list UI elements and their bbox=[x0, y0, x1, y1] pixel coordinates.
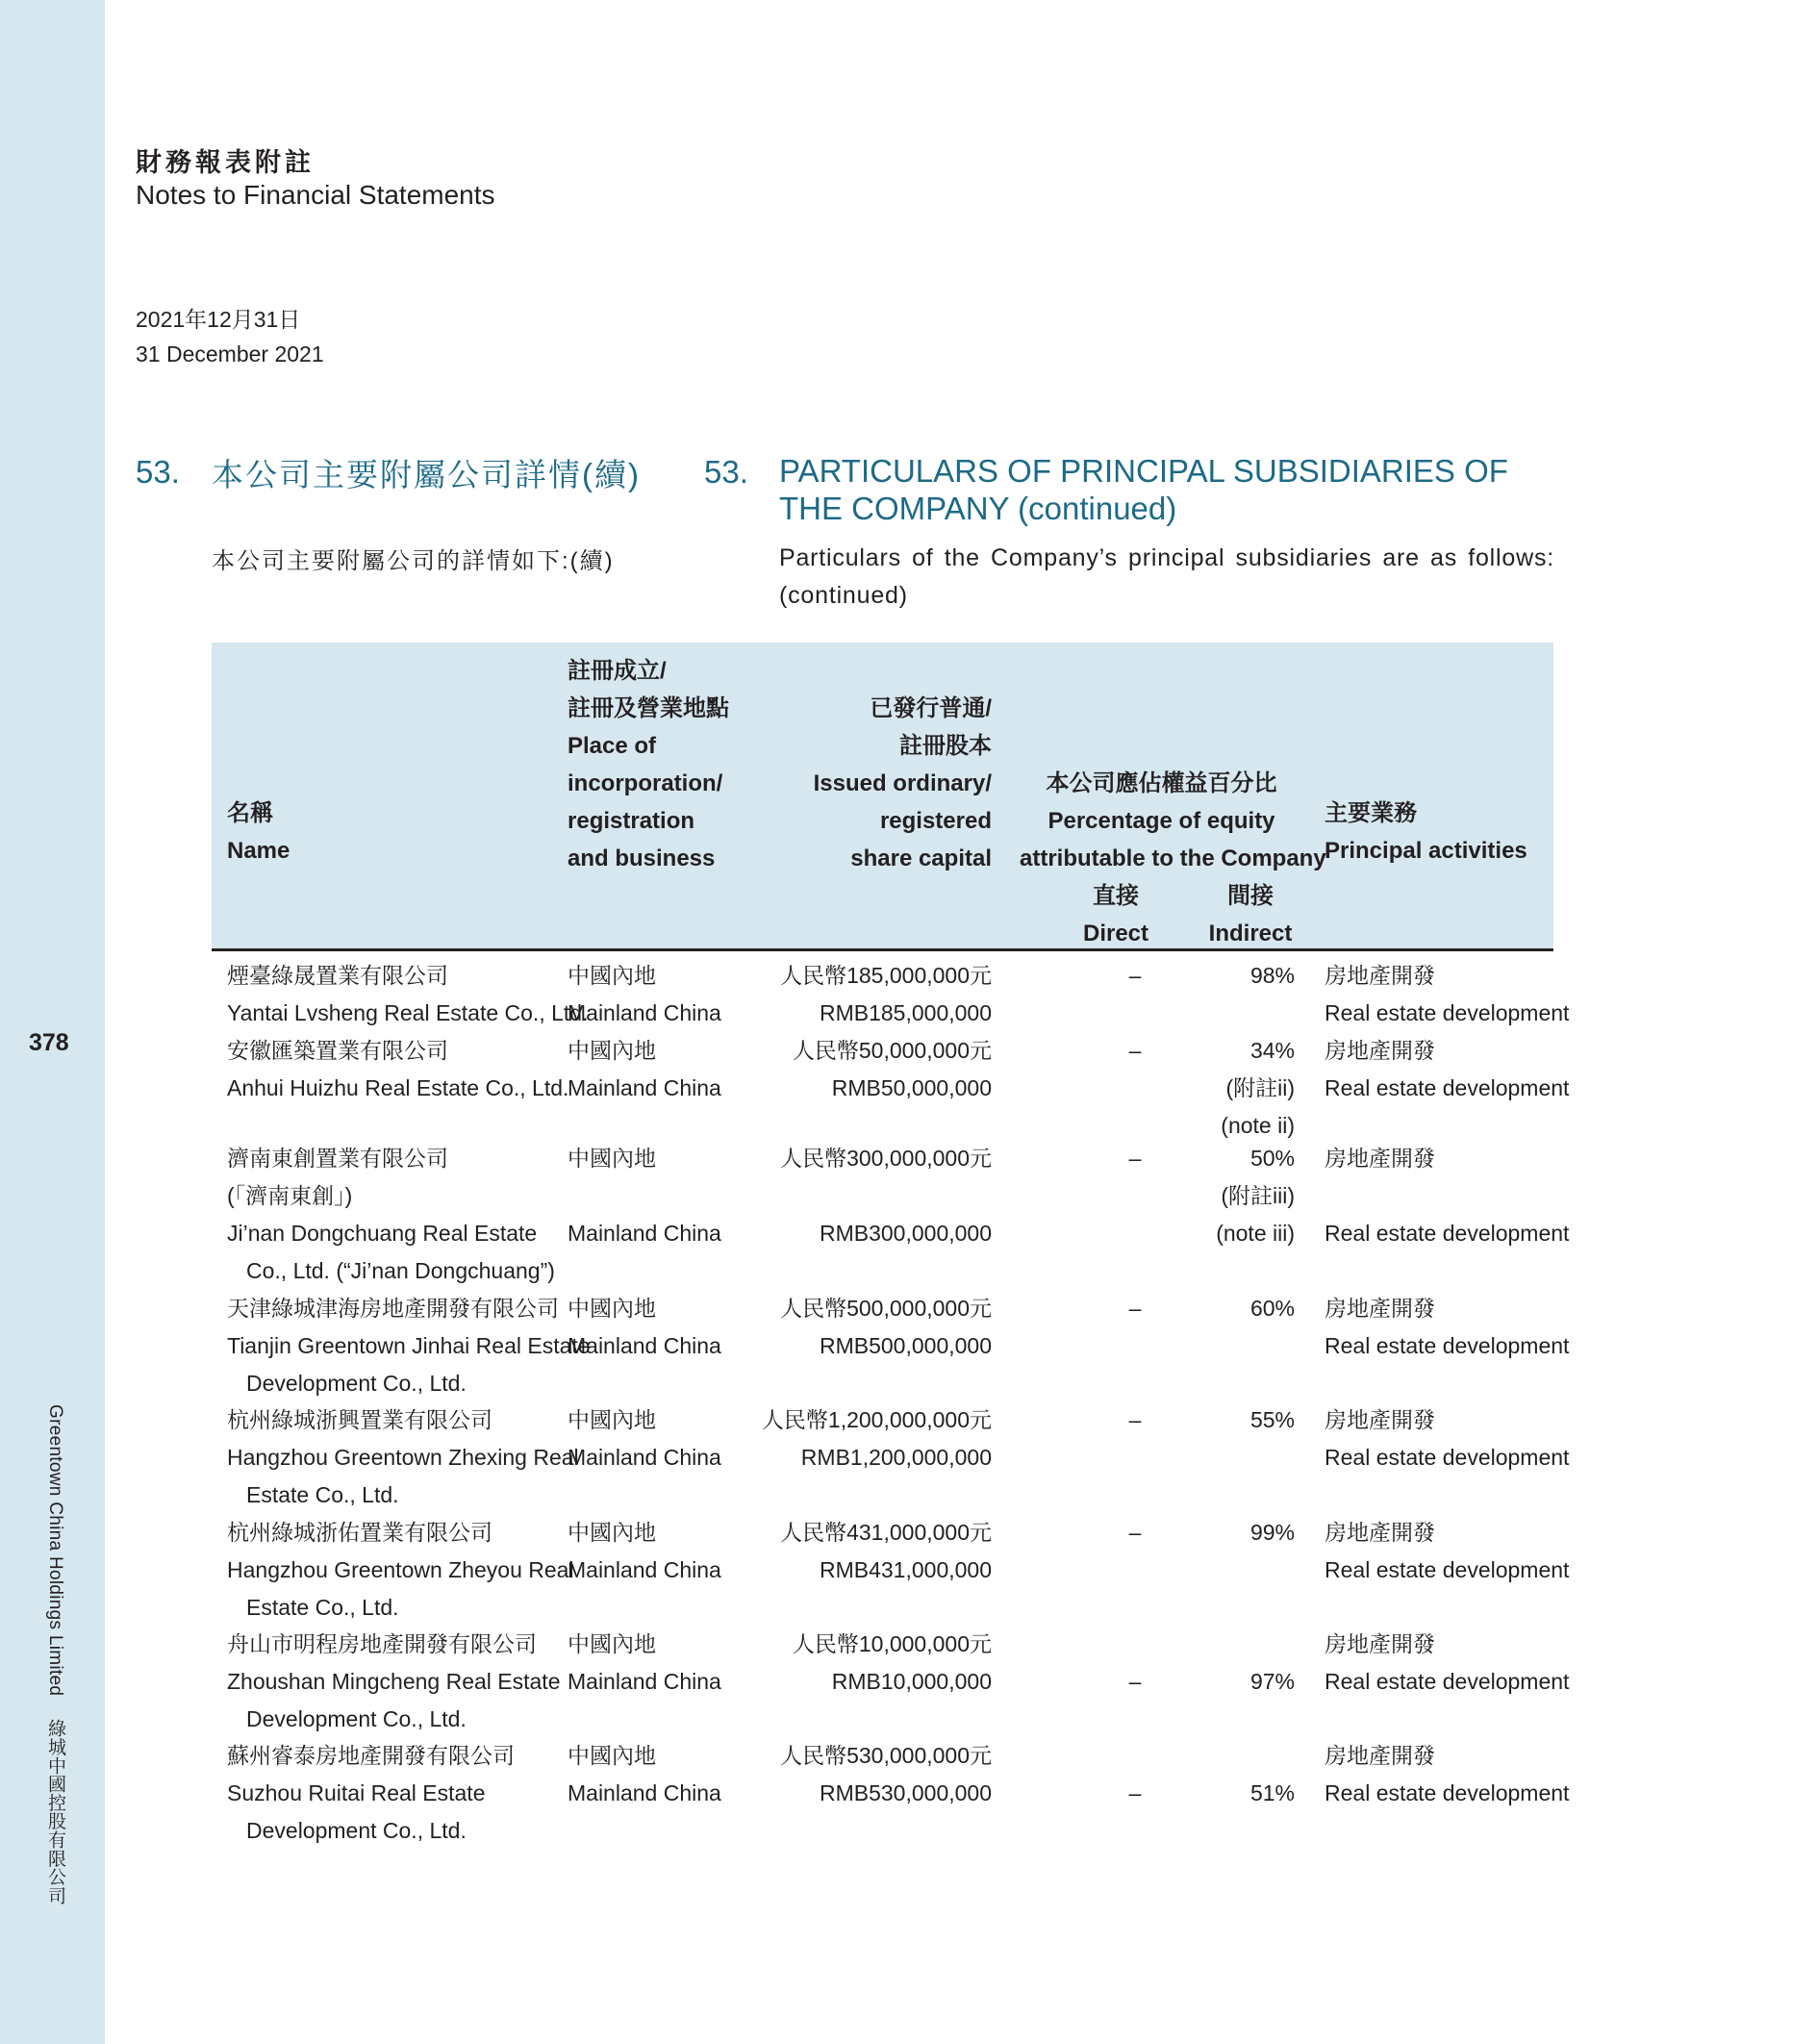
row-activity-zh: 房地產開發 bbox=[1325, 1407, 1435, 1432]
row-place bbox=[568, 1290, 721, 1365]
row-place-zh: 中國內地 bbox=[568, 1743, 656, 1768]
row-name-en: Yantai Lvsheng Real Estate Co., Ltd. bbox=[227, 1000, 589, 1025]
header-indirect-zh: 間接 bbox=[1227, 883, 1274, 909]
row-direct: – bbox=[1128, 1407, 1142, 1432]
row-activity bbox=[1325, 957, 1569, 1032]
row-capital-en: RMB530,000,000 bbox=[819, 1780, 992, 1805]
section-number-en: 53. bbox=[704, 454, 748, 490]
row-activity-en: Real estate development bbox=[1325, 1075, 1570, 1100]
row-place-en: Mainland China bbox=[568, 1221, 721, 1246]
row-direct: – bbox=[1128, 1038, 1142, 1063]
row-place-zh: 中國內地 bbox=[568, 1038, 656, 1063]
row-activity-en: Real estate development bbox=[1325, 1780, 1570, 1805]
row-place-en: Mainland China bbox=[568, 1333, 721, 1358]
header-indirect bbox=[1207, 877, 1294, 952]
row-capital bbox=[750, 1401, 992, 1476]
header-place-en: incorporation/ bbox=[568, 770, 723, 796]
row-name-zh: 濟南東創置業有限公司 bbox=[227, 1146, 448, 1171]
header-place bbox=[568, 652, 729, 877]
section-number-zh: 53. bbox=[136, 454, 180, 490]
row-name-en: Hangzhou Greentown Zheyou Real bbox=[227, 1557, 574, 1582]
row-name bbox=[227, 957, 588, 1032]
row-name-en: Tianjin Greentown Jinhai Real Estate bbox=[227, 1333, 591, 1358]
row-place-en: Mainland China bbox=[568, 1075, 721, 1100]
row-capital-en: RMB10,000,000 bbox=[831, 1669, 992, 1694]
row-name bbox=[227, 1140, 555, 1290]
row-name bbox=[227, 1626, 561, 1738]
row-name bbox=[227, 1514, 574, 1627]
header-activity-zh: 主要業務 bbox=[1325, 800, 1417, 826]
row-capital bbox=[750, 1140, 992, 1252]
side-company-name bbox=[42, 1404, 68, 1922]
row-activity-zh: 房地產開發 bbox=[1325, 1631, 1435, 1656]
row-activity bbox=[1325, 1290, 1569, 1365]
row-capital bbox=[750, 1514, 992, 1589]
row-name-zh-short: (「濟南東創」) bbox=[227, 1183, 353, 1208]
header-direct-en: Direct bbox=[1082, 921, 1149, 946]
row-place-zh: 中國內地 bbox=[568, 1146, 656, 1171]
row-capital-en: RMB1,200,000,000 bbox=[800, 1445, 992, 1470]
row-indirect-value: 50% bbox=[1249, 1146, 1295, 1171]
header-place-zh: 註冊及營業地點 bbox=[568, 695, 729, 721]
header-place-zh: 註冊成立/ bbox=[568, 658, 667, 684]
header-place-en: Place of bbox=[568, 733, 657, 759]
row-name-zh: 安徽匯築置業有限公司 bbox=[227, 1038, 448, 1063]
row-name-en-cont: Development Co., Ltd. bbox=[246, 1818, 467, 1843]
header-place-en: and business bbox=[568, 845, 716, 871]
header-equity-zh: 本公司應佔權益百分比 bbox=[1046, 770, 1277, 796]
header-title-zh: 財務報表附註 bbox=[136, 148, 315, 178]
row-indirect: 55% bbox=[1249, 1407, 1295, 1432]
header-capital bbox=[789, 690, 992, 877]
row-name-zh: 蘇州睿泰房地產開發有限公司 bbox=[227, 1743, 515, 1768]
row-name-en-cont: Estate Co., Ltd. bbox=[246, 1595, 399, 1620]
header-capital-zh: 註冊股本 bbox=[899, 733, 992, 759]
intro-text-zh: 本公司主要附屬公司的詳情如下:(續) bbox=[212, 548, 615, 574]
row-direct: – bbox=[1128, 1780, 1142, 1805]
row-place-zh: 中國內地 bbox=[568, 1520, 656, 1545]
row-capital-zh: 人民幣300,000,000元 bbox=[780, 1146, 992, 1171]
row-name-en-cont: Estate Co., Ltd. bbox=[246, 1482, 399, 1507]
row-name-zh: 杭州綠城浙興置業有限公司 bbox=[227, 1407, 492, 1432]
row-capital bbox=[750, 957, 992, 1032]
row-place bbox=[568, 1140, 721, 1252]
row-capital-zh: 人民幣50,000,000元 bbox=[792, 1038, 992, 1063]
row-direct: – bbox=[1128, 963, 1142, 988]
row-indirect: 51% bbox=[1249, 1780, 1295, 1805]
row-capital-zh: 人民幣1,200,000,000元 bbox=[761, 1407, 992, 1432]
row-capital-zh: 人民幣500,000,000元 bbox=[780, 1296, 992, 1321]
row-activity bbox=[1325, 1514, 1569, 1589]
header-equity bbox=[1020, 765, 1326, 877]
row-name-zh: 舟山市明程房地產開發有限公司 bbox=[227, 1631, 537, 1656]
row-activity-en: Real estate development bbox=[1325, 1333, 1570, 1358]
row-activity-en: Real estate development bbox=[1325, 1000, 1570, 1025]
row-activity-zh: 房地產開發 bbox=[1325, 1296, 1435, 1321]
row-direct: – bbox=[1128, 1146, 1142, 1171]
table-header bbox=[212, 643, 1553, 951]
header-name-en: Name bbox=[227, 838, 290, 864]
row-indirect bbox=[1193, 1032, 1295, 1145]
header-capital-zh: 已發行普通/ bbox=[870, 695, 992, 721]
row-place bbox=[568, 1401, 721, 1476]
row-activity-en: Real estate development bbox=[1325, 1669, 1570, 1694]
row-place-zh: 中國內地 bbox=[568, 1407, 656, 1432]
row-capital-zh: 人民幣185,000,000元 bbox=[780, 963, 992, 988]
row-place-zh: 中國內地 bbox=[568, 1296, 656, 1321]
intro-text-en: Particulars of the Company’s principal subsidiaries are as follows: (continued) bbox=[779, 544, 1554, 609]
row-name bbox=[227, 1032, 568, 1107]
row-activity-en: Real estate development bbox=[1325, 1557, 1570, 1582]
row-capital-en: RMB300,000,000 bbox=[819, 1221, 992, 1246]
header-activity-en: Principal activities bbox=[1325, 838, 1527, 864]
row-name-en-cont: Development Co., Ltd. bbox=[246, 1371, 467, 1396]
row-indirect bbox=[1193, 1140, 1295, 1252]
row-capital-zh: 人民幣431,000,000元 bbox=[780, 1520, 992, 1545]
row-name-en-cont: Co., Ltd. (“Ji’nan Dongchuang”) bbox=[246, 1258, 555, 1283]
row-indirect: 99% bbox=[1249, 1520, 1295, 1545]
row-place bbox=[568, 1514, 721, 1589]
row-place bbox=[568, 1737, 721, 1812]
row-activity-zh: 房地產開發 bbox=[1325, 1146, 1435, 1171]
row-place-en: Mainland China bbox=[568, 1780, 721, 1805]
header-title-en: Notes to Financial Statements bbox=[136, 180, 495, 210]
row-place bbox=[568, 1032, 721, 1107]
header-indirect-en: Indirect bbox=[1208, 921, 1293, 946]
row-place-en: Mainland China bbox=[568, 1557, 721, 1582]
row-capital-en: RMB431,000,000 bbox=[819, 1557, 992, 1582]
row-name-en: Zhoushan Mingcheng Real Estate bbox=[227, 1669, 561, 1694]
row-capital bbox=[750, 1290, 992, 1365]
row-capital bbox=[750, 1626, 992, 1701]
row-place-en: Mainland China bbox=[568, 1669, 721, 1694]
row-name-en: Suzhou Ruitai Real Estate bbox=[227, 1780, 486, 1805]
row-place bbox=[568, 957, 721, 1032]
row-activity bbox=[1325, 1626, 1569, 1701]
row-capital-en: RMB500,000,000 bbox=[819, 1333, 992, 1358]
header-direct-zh: 直接 bbox=[1093, 883, 1139, 909]
row-activity-en: Real estate development bbox=[1325, 1221, 1570, 1246]
header-activity bbox=[1325, 795, 1527, 870]
row-name-zh: 杭州綠城浙佑置業有限公司 bbox=[227, 1520, 492, 1545]
row-indirect-value: 34% bbox=[1249, 1038, 1295, 1063]
row-capital-en: RMB185,000,000 bbox=[819, 1000, 992, 1025]
row-activity-en: Real estate development bbox=[1325, 1445, 1570, 1470]
row-capital-en: RMB50,000,000 bbox=[831, 1075, 992, 1100]
header-capital-en: Issued ordinary/ bbox=[813, 770, 992, 796]
row-place bbox=[568, 1626, 721, 1701]
row-place-en: Mainland China bbox=[568, 1000, 721, 1025]
row-capital-zh: 人民幣530,000,000元 bbox=[780, 1743, 992, 1768]
row-note-zh: (附註iii) bbox=[1221, 1183, 1295, 1208]
row-direct: – bbox=[1128, 1520, 1142, 1545]
header-place-en: registration bbox=[568, 808, 695, 834]
company-name-zh: 綠城中國控股有限公司 bbox=[45, 1718, 65, 1905]
row-note-en: (note ii) bbox=[1221, 1113, 1295, 1138]
row-capital bbox=[750, 1737, 992, 1812]
page-number: 378 bbox=[29, 1029, 69, 1056]
row-note-zh: (附註ii) bbox=[1225, 1075, 1295, 1100]
row-place-en: Mainland China bbox=[568, 1445, 721, 1470]
row-indirect: 98% bbox=[1249, 963, 1295, 988]
header-capital-en: share capital bbox=[850, 845, 992, 871]
row-name bbox=[227, 1401, 579, 1514]
row-activity-zh: 房地產開發 bbox=[1325, 1743, 1435, 1768]
row-place-zh: 中國內地 bbox=[568, 963, 656, 988]
header-equity-en: Percentage of equity bbox=[1047, 808, 1275, 834]
row-capital-zh: 人民幣10,000,000元 bbox=[792, 1631, 992, 1656]
row-name-en: Ji’nan Dongchuang Real Estate bbox=[227, 1221, 538, 1246]
row-name bbox=[227, 1737, 515, 1850]
row-activity bbox=[1325, 1140, 1569, 1252]
row-name-zh: 天津綠城津海房地產開發有限公司 bbox=[227, 1296, 559, 1321]
header-capital-en: registered bbox=[879, 808, 992, 834]
row-activity bbox=[1325, 1032, 1569, 1107]
row-capital bbox=[750, 1032, 992, 1107]
header-equity-en: attributable to the Company bbox=[1020, 845, 1326, 871]
row-activity-zh: 房地產開發 bbox=[1325, 1038, 1435, 1063]
section-title-en: PARTICULARS OF PRINCIPAL SUBSIDIARIES OF THE COMPANY (continued) bbox=[779, 453, 1508, 526]
row-activity-zh: 房地產開發 bbox=[1325, 1520, 1435, 1545]
row-name bbox=[227, 1290, 591, 1402]
header-direct bbox=[1073, 877, 1159, 952]
row-name-en: Hangzhou Greentown Zhexing Real bbox=[227, 1445, 579, 1470]
row-name-en: Anhui Huizhu Real Estate Co., Ltd. bbox=[227, 1075, 569, 1100]
row-activity bbox=[1325, 1737, 1569, 1812]
row-direct: – bbox=[1128, 1669, 1142, 1694]
date-en: 31 December 2021 bbox=[136, 341, 324, 366]
header-name bbox=[227, 795, 290, 870]
row-indirect: 97% bbox=[1249, 1669, 1295, 1694]
row-indirect: 60% bbox=[1249, 1296, 1295, 1321]
row-note-en: (note iii) bbox=[1216, 1221, 1295, 1246]
row-place-zh: 中國內地 bbox=[568, 1631, 656, 1656]
row-name-zh: 煙臺綠晟置業有限公司 bbox=[227, 963, 448, 988]
row-name-en-cont: Development Co., Ltd. bbox=[246, 1706, 467, 1731]
row-activity-zh: 房地產開發 bbox=[1325, 963, 1435, 988]
header-name-zh: 名稱 bbox=[227, 800, 273, 826]
date-zh: 2021年12月31日 bbox=[136, 307, 301, 332]
company-name-en: Greentown China Holdings Limited bbox=[45, 1404, 65, 1697]
row-direct: – bbox=[1128, 1296, 1142, 1321]
section-title-zh: 本公司主要附屬公司詳情(續) bbox=[212, 457, 641, 492]
row-activity bbox=[1325, 1401, 1569, 1476]
